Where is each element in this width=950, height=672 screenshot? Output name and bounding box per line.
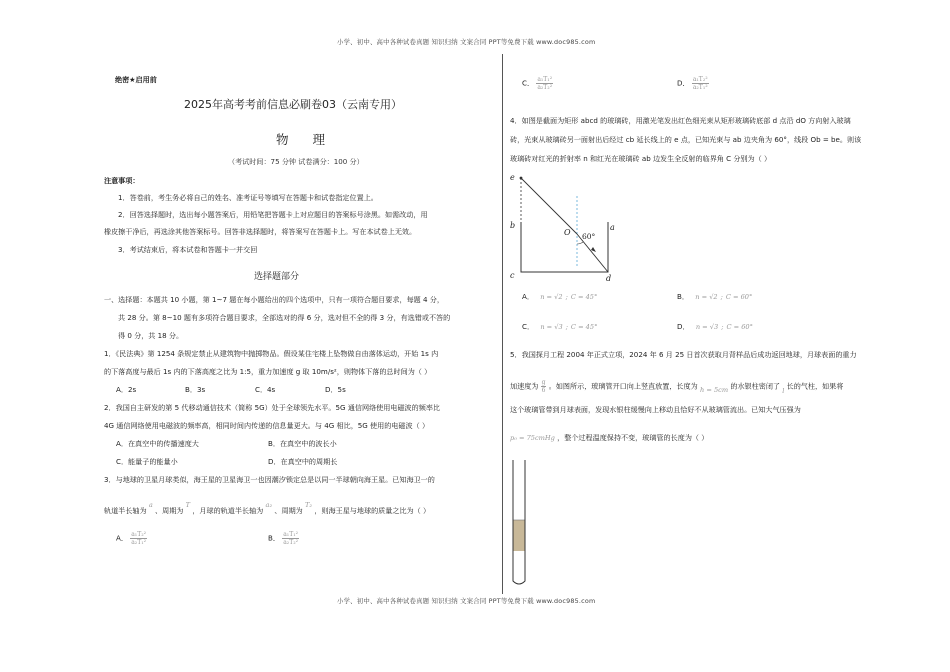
q3-stem-line2 <box>104 501 431 516</box>
q1-option-d[interactable]: D．5s <box>325 385 346 394</box>
q3-fraction-a <box>130 531 147 546</box>
option-n: n = √2 <box>540 293 563 301</box>
notice-item: 2．回答选择题时，选出每小题答案后，用铅笔把答题卡上对应题目的答案标号涂黑。如需改动，用 <box>118 210 428 219</box>
part1-instructions: 共 28 分。第 8~10 题有多项符合题目要求，全部选对的得 6 分，选对但不全的得 3 分，有选错或不答的 <box>118 313 451 322</box>
q5-tube-figure <box>510 458 530 588</box>
option-n: n = √3 <box>695 323 719 331</box>
option-sep: ; <box>565 323 568 331</box>
q5-text: 长的气柱，如果将 <box>786 381 844 391</box>
option-letter: B． <box>677 292 689 301</box>
denominator: a₂T₁² <box>692 84 708 91</box>
q4-stem: 砖，光束从玻璃砖另一面射出后经过 cb 延长线上的 e 点，已知光束与 ab 边夹角为 60°，线段 Ob = be。则该 <box>510 135 862 144</box>
q3-symbol-t2: T₂ <box>305 501 313 509</box>
q1-stem: 1．《民法典》第 1254 条规定禁止从建筑物中抛掷物品。假设某住宅楼上坠物做自由落体运动，开始 1s 内 <box>104 349 439 358</box>
mercury-column <box>513 520 525 551</box>
q3-stem: 3．与地球的卫星月球类似，海王星的卫星海卫一也因潮汐锁定总是以同一半球朝向海王星。已知海卫一的 <box>104 475 435 484</box>
q3-fraction-d <box>692 76 709 91</box>
denominator: a₂T₂² <box>537 84 553 91</box>
q3-symbol-a1: a <box>148 501 153 509</box>
q4-option-b[interactable] <box>677 292 752 302</box>
q4-option-a[interactable] <box>522 292 597 302</box>
q1-option-a[interactable]: A．2s <box>116 385 137 394</box>
page-header: 小学、初中、高中各种试卷真题 知识归纳 文案合同 PPT等免费下载 www.doc985.com <box>337 38 596 46</box>
section-title: 选择题部分 <box>254 272 300 282</box>
option-n: n = √3 <box>540 323 563 331</box>
refracted-ray <box>521 178 577 234</box>
label-a: a <box>610 223 615 232</box>
label-angle: 60° <box>582 232 596 241</box>
q2-option-b[interactable]: B．在真空中的波长小 <box>268 439 337 448</box>
q3-option-d[interactable] <box>677 76 709 91</box>
gas-column <box>513 551 525 583</box>
q5-gravity-fraction <box>541 379 547 394</box>
q5-pressure-value: p₀ = 75cmHg <box>510 434 555 442</box>
label-o: O <box>564 228 571 237</box>
exam-title: 2025年高考考前信息必刷卷03（云南专用） <box>184 98 402 111</box>
q3-fraction-b <box>282 531 299 546</box>
q2-option-a[interactable]: A．在真空中的传播速度大 <box>116 439 199 448</box>
q5-stem-line4 <box>510 433 708 443</box>
q5-text: 。如图所示，玻璃管开口向上竖直放置，长度为 <box>548 381 698 391</box>
secret-label: 绝密★启用前 <box>115 75 157 84</box>
subject-title: 物 理 <box>276 132 335 147</box>
option-c: C = 45° <box>570 323 598 331</box>
option-letter: C． <box>522 78 535 88</box>
numerator: a₁T₂² <box>131 531 147 538</box>
q3-option-c[interactable] <box>522 76 553 91</box>
q1-stem: 的下落高度与最后 1s 内的下落高度之比为 1:5，重力加速度 g 取 10m/s²，则物体下落的总时间为（ ） <box>104 367 432 376</box>
label-b: b <box>510 221 516 230</box>
label-d: d <box>606 274 612 283</box>
denominator: 6 <box>541 387 546 394</box>
q5-stem: 5．我国探月工程 2004 年正式立项，2024 年 6 月 25 日首次获取月背样品后成功返回地球，月球表面的重力 <box>510 350 857 359</box>
label-c: c <box>510 271 515 280</box>
notice-item: 1．答卷前，考生务必将自己的姓名、准考证号等填写在答题卡和试卷指定位置上。 <box>118 193 378 202</box>
exam-info: （考试时间：75 分钟 试卷满分：100 分） <box>228 157 364 166</box>
option-c: C = 60° <box>726 323 753 331</box>
q3-symbol-a2: a₂ <box>265 501 273 509</box>
option-sep: ; <box>720 293 723 301</box>
label-e: e <box>510 173 515 182</box>
q4-stem: 4．如图是截面为矩形 abcd 的玻璃砖，用激光笔发出红色细光束从矩形玻璃砖底部 d 点沿 dO 方向射入玻璃 <box>510 116 851 125</box>
q5-l-value: l <box>782 386 785 395</box>
q3-text: 、周期为 <box>155 506 184 515</box>
option-letter: C． <box>522 322 535 331</box>
q3-option-a[interactable] <box>116 531 147 546</box>
option-letter: A． <box>116 533 128 543</box>
q1-option-c[interactable]: C．4s <box>255 385 276 394</box>
part1-instructions: 一、选择题：本题共 10 小题，第 1~7 题在每小题给出的四个选项中，只有一项符合题目要求，每题 4 分， <box>104 295 444 304</box>
option-letter: B． <box>268 533 280 543</box>
numerator: a₁T₁² <box>283 531 299 538</box>
q3-option-b[interactable] <box>268 531 299 546</box>
q5-text: ，整个过程温度保持不变，玻璃管的长度为（ ） <box>557 433 709 442</box>
q4-figure <box>506 166 626 286</box>
q3-text: 、周期为 <box>274 506 303 515</box>
option-letter: D． <box>677 322 690 331</box>
notice-item: 橡皮擦干净后，再选涂其他答案标号。回答非选择题时，将答案写在答题卡上。写在本试卷上无效。 <box>104 227 417 236</box>
q2-stem: 4G 通信网络使用电磁波的频率高，相同时间内传递的信息量更大。与 4G 相比，5G 使用的电磁波（ ） <box>104 421 430 430</box>
numerator: a₁T₁² <box>537 76 553 83</box>
q2-stem: 2．我国自主研发的第 5 代移动通信技术（简称 5G）处于全球领先水平。5G 通信网络使用电磁波的频率比 <box>104 403 441 412</box>
option-letter: A． <box>522 292 534 301</box>
numerator: a₁T₂² <box>692 76 708 83</box>
ray-arrow-icon <box>591 247 596 252</box>
q3-text: ，则海王星与地球的质量之比为（ ） <box>314 506 431 515</box>
q5-text: 加速度为 <box>510 381 539 391</box>
option-c: C = 45° <box>570 293 598 301</box>
denominator: a₂T₂² <box>283 539 299 546</box>
q4-option-c[interactable] <box>522 322 597 332</box>
q2-option-d[interactable]: D．在真空中的周期长 <box>268 457 338 466</box>
q4-stem: 玻璃砖对红光的折射率 n 和红光在玻璃砖 ab 边发生全反射的临界角 C 分别为（ ） <box>510 154 772 163</box>
q5-stem-line2 <box>510 379 843 394</box>
q4-option-d[interactable] <box>677 322 753 332</box>
part1-instructions: 得 0 分，共 18 分。 <box>118 331 184 340</box>
q3-fraction-c <box>536 76 553 91</box>
notice-heading: 注意事项： <box>104 176 140 185</box>
option-letter: D． <box>677 78 690 88</box>
denominator: a₂T₁² <box>131 539 147 546</box>
q3-text: ，月球的轨道半长轴为 <box>192 506 264 515</box>
angle-arc <box>577 242 583 244</box>
notice-item: 3．考试结束后，将本试卷和答题卡一并交回 <box>118 245 258 254</box>
q5-text: 的水银柱密闭了 <box>730 381 781 391</box>
option-n: n = √2 <box>695 293 718 301</box>
option-sep: ; <box>721 323 724 331</box>
numerator: g <box>541 379 546 386</box>
q5-stem: 这个玻璃管带到月球表面，发现水银柱缓慢向上移动且恰好不从玻璃管流出。已知大气压强为 <box>510 405 801 414</box>
q3-text: 轨道半长轴为 <box>104 506 147 515</box>
q2-option-c[interactable]: C．能量子的能量小 <box>116 457 178 466</box>
q5-h-value: h = 5cm <box>699 385 729 394</box>
page-footer: 小学、初中、高中各种试卷真题 知识归纳 文案合同 PPT等免费下载 www.doc985.com <box>337 597 596 605</box>
q3-symbol-t1: T <box>185 501 191 509</box>
option-c: C = 60° <box>725 293 753 301</box>
option-sep: ; <box>565 293 568 301</box>
q1-option-b[interactable]: B．3s <box>185 385 206 394</box>
column-divider <box>502 54 503 594</box>
